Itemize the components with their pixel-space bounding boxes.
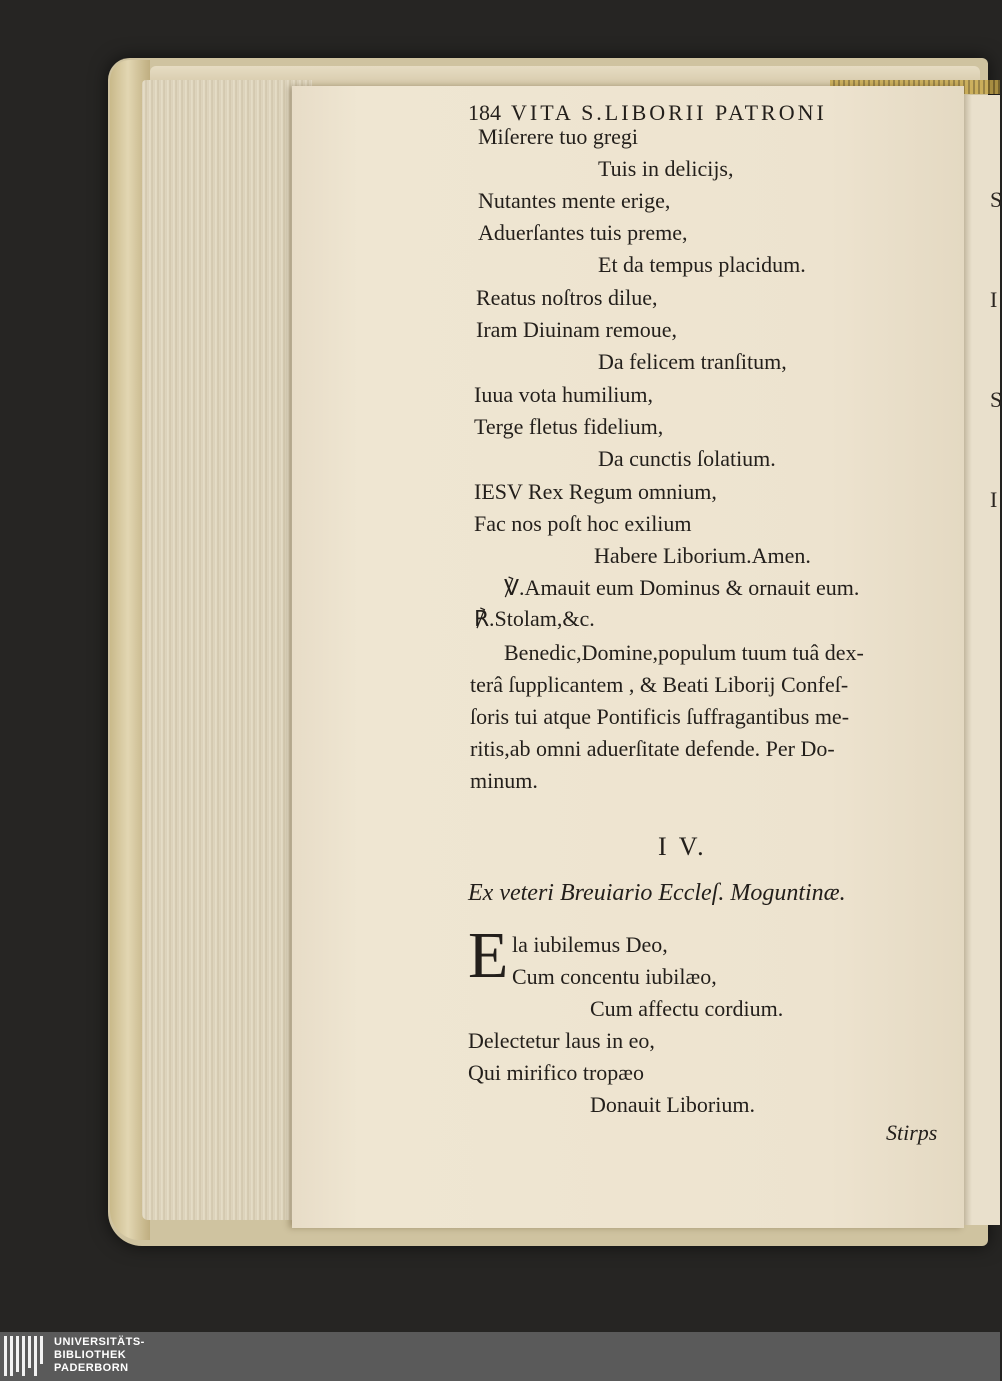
library-logo-icon: [4, 1336, 44, 1376]
logo-line: UNIVERSITÄTS-: [54, 1336, 145, 1348]
text-line: Habere Liborium.Amen.: [594, 543, 811, 568]
section-subheading: Ex veteri Breuiario Eccleſ. Moguntinæ.: [468, 880, 846, 906]
text-line: Fac nos poſt hoc exilium: [474, 511, 692, 536]
drop-cap: E: [468, 919, 509, 992]
library-logo-text: [54, 1336, 145, 1375]
hymn-line: Cum concentu iubilæo,: [512, 964, 717, 989]
hymn-line: Donauit Liborium.: [590, 1092, 755, 1117]
text-line: ℟.Stolam,&c.: [474, 606, 595, 631]
text-line: Et da tempus placidum.: [598, 252, 806, 277]
facing-fragment: I: [990, 287, 998, 312]
logo-line: PADERBORN: [54, 1362, 129, 1374]
text-line: Benedic,Domine,populum tuum tuâ dex-: [504, 640, 864, 665]
text-line: Miſerere tuo gregi: [478, 124, 639, 149]
facing-fragment: S: [990, 187, 1002, 212]
running-title: VITA S.LIBORII PATRONI: [511, 100, 827, 125]
text-line: Iram Diuinam remoue,: [476, 317, 677, 342]
text-line: IESV Rex Regum omnium,: [474, 479, 717, 504]
text-line: terâ ſupplicantem , & Beati Liborij Confeſ-: [470, 672, 849, 697]
text-line: ℣.Amauit eum Dominus & ornauit eum.: [504, 575, 860, 600]
section-heading: I V.: [658, 832, 707, 861]
text-line: Nutantes mente erige,: [478, 188, 671, 213]
text-line: ritis,ab omni aduerſitate defende. Per Do-: [470, 736, 835, 761]
catchword: Stirps: [886, 1120, 938, 1145]
text-line: Da cunctis ſolatium.: [598, 446, 776, 471]
facing-fragment: I: [990, 487, 998, 512]
hymn-line: Delectetur laus in eo,: [468, 1028, 655, 1053]
text-line: Aduerſantes tuis preme,: [478, 220, 688, 245]
text-line: minum.: [470, 768, 538, 793]
text-line: Reatus noſtros dilue,: [476, 285, 658, 310]
facing-fragment: S: [990, 387, 1002, 412]
text-line: Tuis in delicijs,: [598, 156, 734, 181]
logo-line: BIBLIOTHEK: [54, 1349, 127, 1361]
hymn-line: Qui mirifico tropæo: [468, 1060, 644, 1085]
page-number: 184: [468, 100, 501, 125]
facing-page-text: [990, 150, 1002, 550]
page-stack: [142, 80, 312, 1220]
text-line: ſoris tui atque Pontificis ſuffragantibus me-: [470, 704, 850, 729]
footer-bar: [0, 1332, 1000, 1381]
text-line: Iuua vota humilium,: [474, 382, 654, 407]
text-line: Terge fletus fidelium,: [474, 414, 664, 439]
text-line: Da felicem tranſitum,: [598, 349, 787, 374]
hymn-line: la iubilemus Deo,: [512, 932, 668, 957]
hymn-line: Cum affectu cordium.: [590, 996, 784, 1021]
